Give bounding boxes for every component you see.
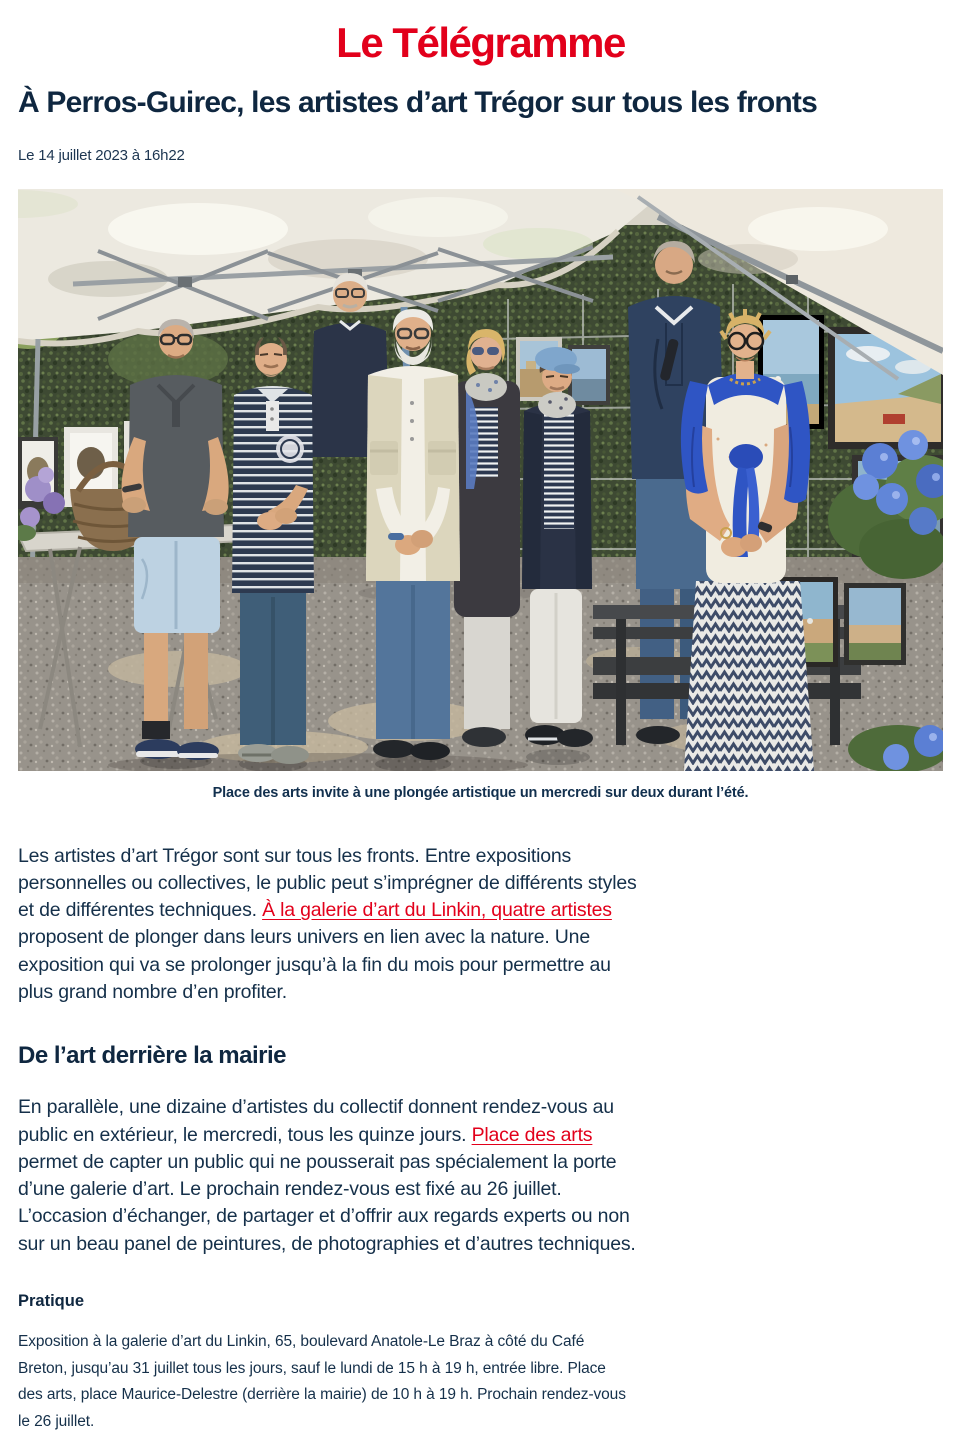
photo-caption: Place des arts invite à une plongée artistique un mercredi sur deux durant l’été. xyxy=(212,784,749,801)
photo-illustration xyxy=(18,189,943,771)
pratique-heading: Pratique xyxy=(18,1292,85,1311)
article-photo-figure xyxy=(18,189,943,801)
article-date: Le 14 juillet 2023 à 16h22 xyxy=(18,146,185,164)
article-photo xyxy=(18,189,943,771)
article-body xyxy=(18,843,643,1436)
paragraph-2-text-after: permet de capter un public qui ne pousserait pas spécialement la porte d’une galerie d’art. Le prochain rendez-vous est fixé au 26 juillet. L’occasion d’échanger, de partager et d’offrir aux regards experts ou non sur un beau panel de peintures, de photographies et d’autres techniques. xyxy=(18,1150,636,1255)
paragraph-2-text-before: En parallèle, une dizaine d’artistes du collectif donnent rendez-vous au public en extérieur, le mercredi, tous les quinze jours. xyxy=(18,1096,614,1146)
galerie-linkin-link[interactable]: À la galerie d’art du Linkin, quatre artistes xyxy=(262,899,612,922)
article-headline: À Perros-Guirec, les artistes d’art Trégor sur tous les fronts xyxy=(18,86,817,119)
le-telegramme-logo[interactable]: Le Télégramme xyxy=(336,19,625,66)
paragraph-1 xyxy=(18,843,643,1007)
masthead xyxy=(18,0,943,64)
person-man-striped xyxy=(232,337,314,771)
paragraph-1-text-after: proposent de plonger dans leurs univers en lien avec la nature. Une exposition qui va se prolonger jusqu’à la fin du mois pour permettre au plus grand nombre d’en profiter. xyxy=(18,926,611,1003)
paragraph-1-text-before: Les artistes d’art Trégor sont sur tous les fronts. Entre expositions personnelles ou collectives, le public peut s’imprégner de différents styles et de différentes techniques. xyxy=(18,844,637,922)
pratique-text: Exposition à la galerie d’art du Linkin, 65, boulevard Anatole-Le Braz à côté du Café Breton, jusqu’au 31 juillet tous les jours, sauf le lundi de 15 h à 19 h, entrée libre. Place des arts, place Maurice-Delestre (derrière la mairie) de 10 h à 19 h. Prochain rendez-vous le 26 juillet. xyxy=(18,1333,626,1431)
bench-painting-2 xyxy=(844,583,906,665)
place-des-arts-link[interactable]: Place des arts xyxy=(471,1123,593,1146)
section-subheading: De l’art derrière la mairie xyxy=(18,1042,286,1070)
person-man-cream-vest xyxy=(366,309,460,771)
paragraph-2 xyxy=(18,1094,643,1258)
